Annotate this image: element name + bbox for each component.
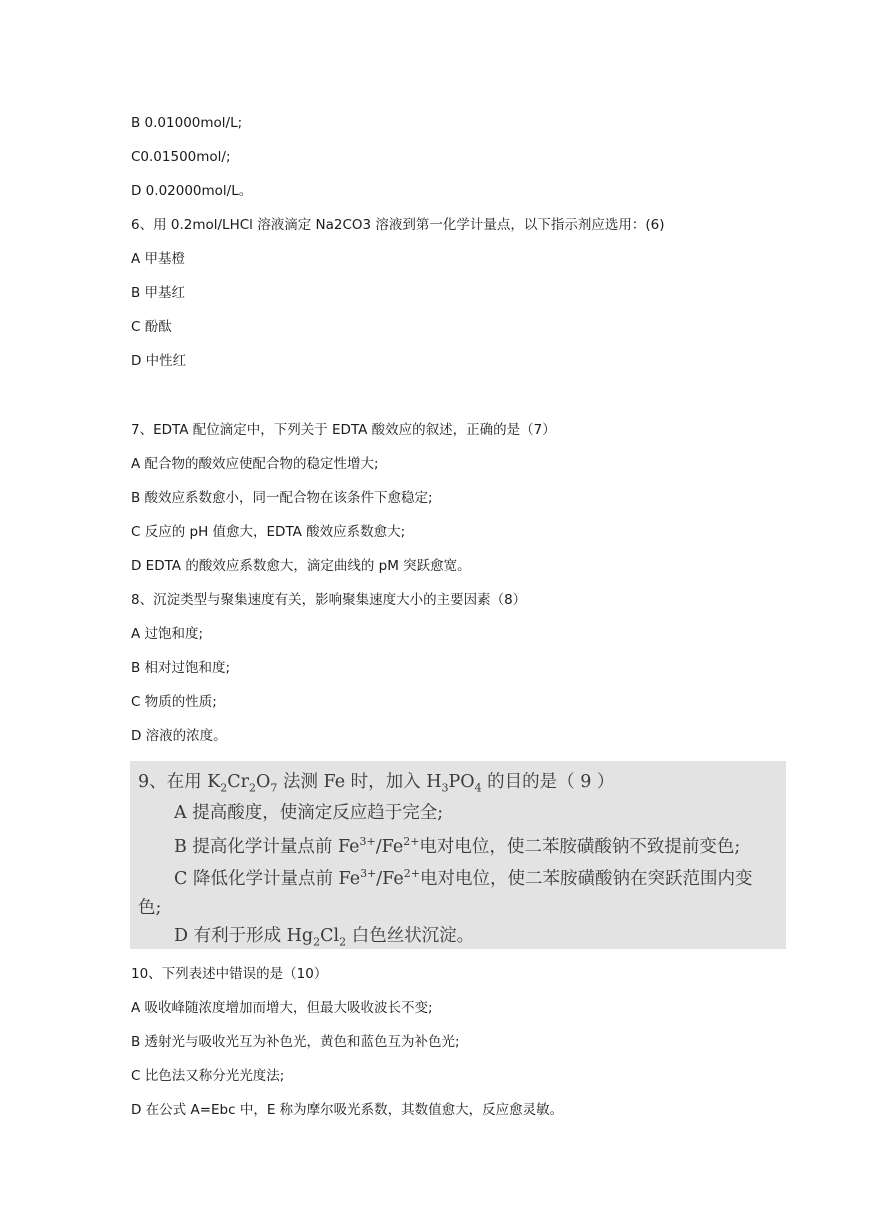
q9-c-pre: C 降低化学计量点前 Fe xyxy=(174,868,361,889)
q9-po-sub: 4 xyxy=(474,781,482,795)
option-b-line: B 0.01000mol/L; xyxy=(131,115,243,131)
question-6-option-a: A 甲基橙 xyxy=(131,251,186,267)
question-6-option-d: D 中性红 xyxy=(131,353,187,369)
question-9-stem xyxy=(138,771,614,800)
question-10-stem: 10、下列表述中错误的是（10） xyxy=(131,966,328,982)
q9-o-sub: 7 xyxy=(270,781,278,795)
q9-k: K xyxy=(207,772,221,792)
q9-stem-mid: 法测 Fe 时，加入 xyxy=(277,772,427,792)
q9-cr-sub: 2 xyxy=(249,781,257,795)
question-10-option-d: D 在公式 A=Ebc 中，E 称为摩尔吸光系数，其数值愈大，反应愈灵敏。 xyxy=(131,1102,564,1118)
question-9-option-c xyxy=(174,863,752,890)
question-10-option-c: C 比色法又称分光光度法; xyxy=(131,1068,285,1084)
question-8-option-d: D 溶液的浓度。 xyxy=(131,728,227,744)
question-9-option-a: A 提高酸度，使滴定反应趋于完全; xyxy=(174,803,444,823)
question-6-stem: 6、用 0.2mol/LHCl 溶液滴定 Na2CO3 溶液到第一化学计量点，以下指示剂应选用：(6) xyxy=(131,217,665,233)
q9-h: H xyxy=(426,772,442,792)
question-7-stem: 7、EDTA 配位滴定中，下列关于 EDTA 酸效应的叙述，正确的是（7） xyxy=(131,422,556,438)
question-9-option-c-continued: 色; xyxy=(138,898,162,918)
question-9-option-b xyxy=(174,831,740,858)
q9-b-sup1: 3+ xyxy=(359,835,376,848)
q9-h-sub: 3 xyxy=(441,781,449,795)
q9-stem-pre: 9、在用 xyxy=(138,772,208,792)
question-8-option-c: C 物质的性质; xyxy=(131,694,217,710)
q9-c-sup1: 3+ xyxy=(360,867,377,880)
question-9-option-d xyxy=(174,925,474,954)
question-8-option-b: B 相对过饱和度; xyxy=(131,660,231,676)
question-7-option-b: B 酸效应系数愈小，同一配合物在该条件下愈稳定; xyxy=(131,490,433,506)
q9-c-sup2: 2+ xyxy=(403,867,420,880)
q9-k-sub: 2 xyxy=(220,781,228,795)
q9-d-sub2: 2 xyxy=(339,935,347,949)
q9-cr: Cr xyxy=(227,772,250,792)
option-c-line: C0.01500mol/; xyxy=(131,149,231,165)
q9-d-pre: D 有利于形成 Hg xyxy=(174,926,314,946)
q9-d-mid: Cl xyxy=(320,926,340,946)
q9-b-mid: /Fe xyxy=(375,836,404,857)
q9-d-sub1: 2 xyxy=(313,935,321,949)
option-d-line: D 0.02000mol/L。 xyxy=(131,183,253,199)
question-8-option-a: A 过饱和度; xyxy=(131,626,204,642)
question-7-option-c: C 反应的 pH 值愈大，EDTA 酸效应系数愈大; xyxy=(131,524,406,540)
q9-o: O xyxy=(256,772,271,792)
q9-b-pre: B 提高化学计量点前 Fe xyxy=(174,836,360,857)
question-10-option-b: B 透射光与吸收光互为补色光，黄色和蓝色互为补色光; xyxy=(131,1034,460,1050)
q9-b-sup2: 2+ xyxy=(403,835,420,848)
q9-c-mid: /Fe xyxy=(376,868,404,889)
q9-po: PO xyxy=(448,772,475,792)
question-8-stem: 8、沉淀类型与聚集速度有关，影响聚集速度大小的主要因素（8） xyxy=(131,592,527,608)
question-9-scanned-image xyxy=(130,761,786,949)
q9-b-post: 电对电位，使二苯胺磺酸钠不致提前变色; xyxy=(419,836,741,857)
question-7-option-a: A 配合物的酸效应使配合物的稳定性增大; xyxy=(131,456,379,472)
question-7-option-d: D EDTA 的酸效应系数愈大，滴定曲线的 pM 突跃愈宽。 xyxy=(131,558,471,574)
q9-stem-post: 的目的是（ 9 ） xyxy=(481,772,615,792)
q9-c-post: 电对电位，使二苯胺磺酸钠在突跃范围内变 xyxy=(419,868,753,889)
question-10-option-a: A 吸收峰随浓度增加而增大，但最大吸收波长不变; xyxy=(131,1000,433,1016)
q9-d-post: 白色丝状沉淀。 xyxy=(346,926,475,946)
question-6-option-b: B 甲基红 xyxy=(131,285,186,301)
question-6-option-c: C 酚酞 xyxy=(131,319,172,335)
